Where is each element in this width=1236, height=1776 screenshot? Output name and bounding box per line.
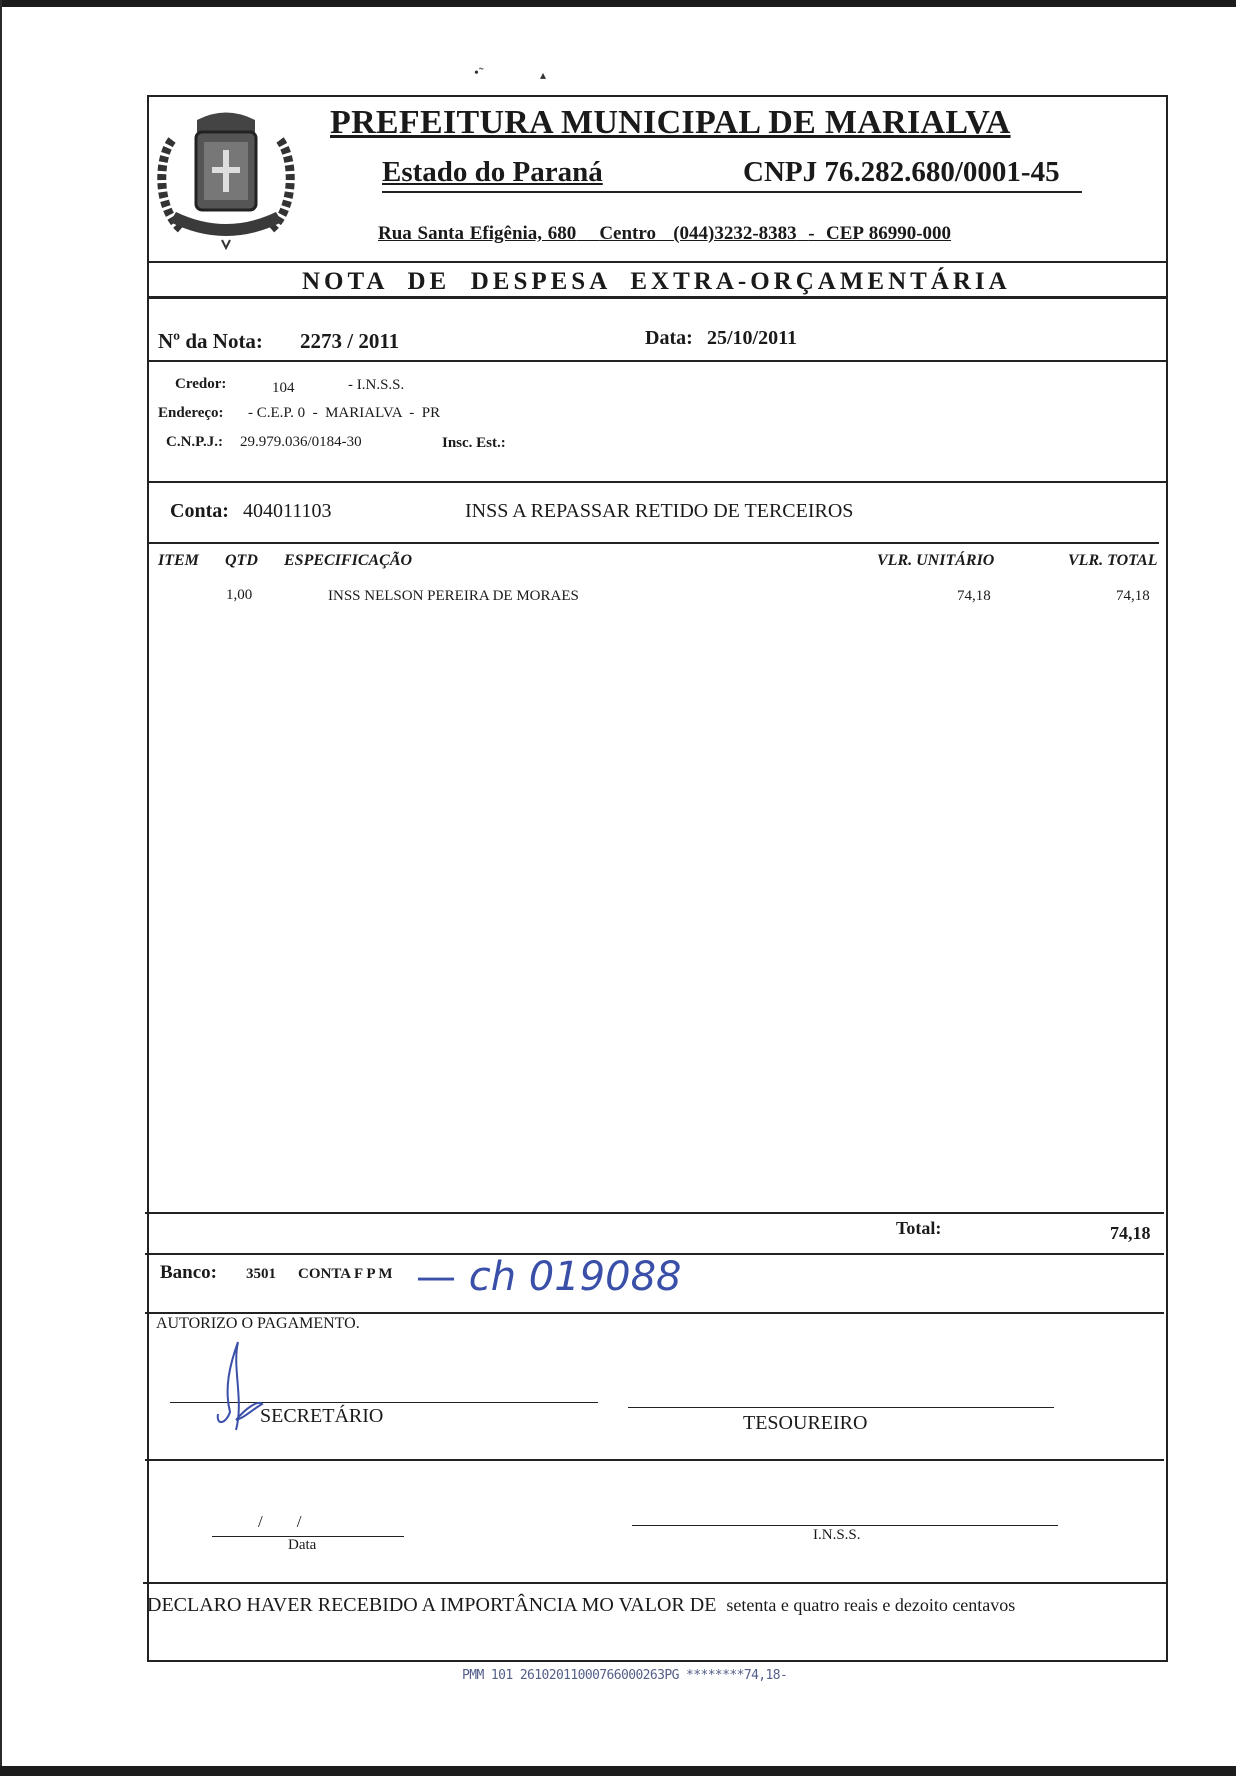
address-cep: CEP 86990-000 [826,223,952,244]
divider [145,1312,1164,1314]
column-header-unit: VLR. UNITÁRIO [877,552,995,569]
declaration-statement: DECLARO HAVER RECEBIDO A IMPORTÂNCIA MO VALOR DE [147,1594,717,1616]
scan-top-edge [0,0,1236,7]
column-header-spec: ESPECIFICAÇÃO [284,552,413,569]
divider [145,1212,1164,1214]
org-address [378,223,951,245]
declaration-text [147,1594,1015,1617]
row-spec: INSS NELSON PEREIRA DE MORAES [328,588,579,604]
total-value: 74,18 [1110,1223,1151,1243]
inss-signature-line [632,1525,1058,1526]
address-street: Rua Santa Efigênia, 680 [378,223,577,244]
bank-authentication-stamp: PMM 101 26102011000766000263PG ********74,18- [462,1668,788,1683]
row-unit: 74,18 [957,588,991,604]
scan-speck: •˜ [474,66,484,81]
handwritten-dash: — [416,1254,456,1300]
bank-code: 3501 [246,1266,276,1282]
state-name: Estado do Paraná [382,156,603,188]
row-qtd: 1,00 [226,587,253,603]
receipt-date-label: Data [288,1537,317,1553]
divider [143,1582,1166,1584]
signature-line [628,1407,1054,1408]
creditor-address-label: Endereço: [158,405,224,421]
note-date-label: Data: [645,327,693,349]
divider [147,542,1159,544]
creditor-label: Credor: [175,376,227,392]
handwritten-check-number [416,1254,681,1300]
scan-speck: ▴ [540,68,547,82]
declaration-amount: setenta e quatro reais e dezoito centavos [726,1595,1016,1615]
header-underline [382,191,1082,193]
divider [147,481,1166,483]
document-title: NOTA DE DESPESA EXTRA-ORÇAMENTÁRIA [302,268,1011,295]
account-number: 404011103 [243,500,332,522]
note-number: 2273 / 2011 [300,329,400,353]
inss-label: I.N.S.S. [813,1527,861,1543]
account-label: Conta: [170,500,229,522]
org-name: PREFEITURA MUNICIPAL DE MARIALVA [330,104,1011,141]
creditor-code: 104 [272,380,295,396]
scan-bottom-edge [0,1766,1236,1776]
handwritten-check-text: ch 019088 [468,1254,682,1300]
divider [147,261,1166,263]
secretary-signature [206,1338,276,1444]
bank-label: Banco: [160,1262,217,1283]
secretary-label: SECRETÁRIO [260,1405,384,1427]
scan-left-edge [0,0,2,1776]
address-district: Centro [599,223,656,244]
creditor-cnpj: 29.979.036/0184-30 [240,434,362,450]
column-header-qtd: QTD [225,552,258,569]
divider [147,296,1166,299]
account-description: INSS A REPASSAR RETIDO DE TERCEIROS [465,500,854,522]
receipt-date-slashes: / / [258,1512,302,1531]
column-header-total: VLR. TOTAL [1068,552,1158,569]
row-total: 74,18 [1116,588,1150,604]
creditor-insc-label: Insc. Est.: [442,435,506,451]
creditor-name: - I.N.S.S. [348,377,405,393]
bank-account: CONTA F P M [298,1266,393,1282]
org-cnpj: CNPJ 76.282.680/0001-45 [743,156,1060,188]
authorization-text: AUTORIZO O PAGAMENTO. [156,1315,360,1332]
note-number-label: Nº da Nota: [158,329,263,353]
column-header-item: ITEM [158,552,199,569]
note-date: 25/10/2011 [707,327,798,349]
municipal-seal [152,100,300,250]
creditor-cnpj-label: C.N.P.J.: [166,434,223,450]
divider [147,360,1166,362]
divider [145,1459,1164,1461]
treasurer-label: TESOUREIRO [743,1412,868,1434]
address-phone: (044)3232-8383 [673,223,797,244]
address-separator: - [808,223,815,244]
creditor-address: - C.E.P. 0 - MARIALVA - PR [248,405,441,421]
total-label: Total: [896,1218,942,1238]
